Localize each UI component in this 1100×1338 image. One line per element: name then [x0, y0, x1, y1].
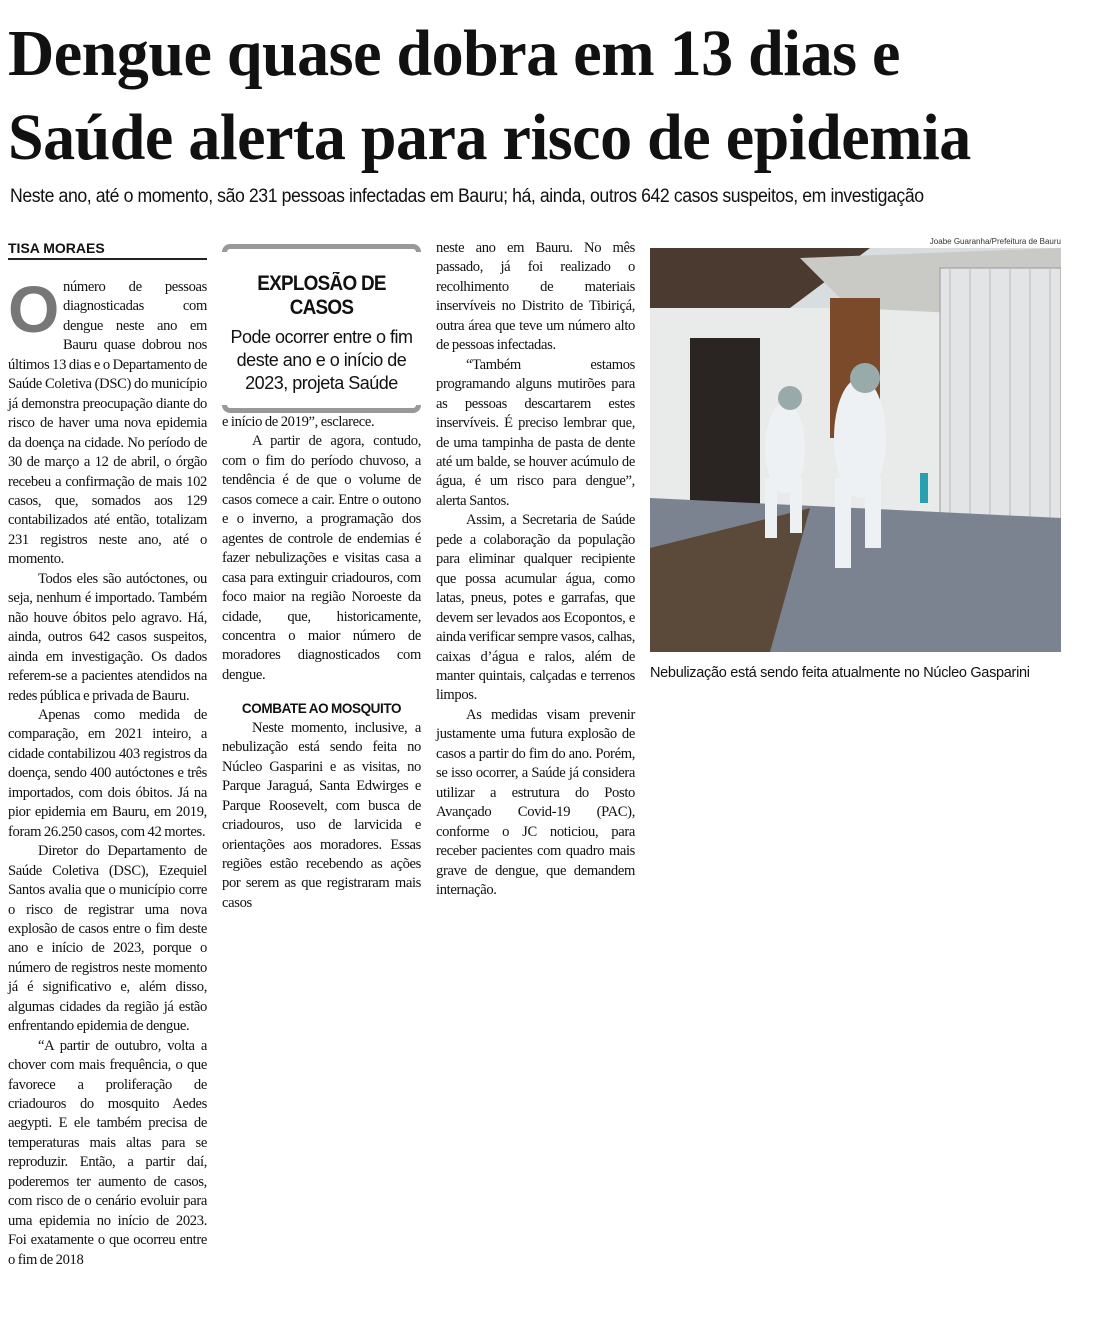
box-border-top — [222, 244, 421, 252]
paragraph: Todos eles são autóctones, ou seja, nenhum é importado. Também não houve óbitos pelo agravo. Há, ainda, outros 642 casos suspeitos, ainda em investigação. Os dados referem-se a pacientes atendidos na redes pública e privada de Bauru. — [8, 570, 207, 704]
box-border-bottom — [222, 405, 421, 413]
article-column-3 — [436, 239, 635, 900]
subtitle: Neste ano, até o momento, são 231 pessoas infectadas em Bauru; há, ainda, outros 642 casos suspeitos, em investigação — [10, 186, 924, 207]
paragraph: Diretor do Departamento de Saúde Coletiva (DSC), Ezequiel Santos avalia que o município corre o risco de registrar uma nova explosão de casos entre o fim deste ano e início de 2023, porque o número de registros neste momento já é significativo e, além disso, algumas cidades da região já estão enfrentando epidemia de dengue. — [8, 843, 207, 1035]
subheading: COMBATE AO MOSQUITO — [241, 701, 402, 717]
paragraph: Apenas como medida de comparação, em 2021 inteiro, a cidade contabilizou 403 registros da doença, sendo 400 autóctones e três importados, com dois óbitos. Já na pior epidemia em Bauru, em 2019, foram 26.250 casos, com 42 mortes. — [8, 706, 207, 840]
pull-quote-box — [222, 244, 421, 399]
article-column-2 — [222, 413, 421, 913]
paragraph: “A partir de outubro, volta a chover com mais frequência, o que favorece a proliferação de criadouros do mosquito Aedes aegypti. E ele também precisa de temperaturas mais altas para se reproduzir. Então, a partir daí, poderemos ter aumento de casos, com risco de o cenário evoluir para uma epidemia no início de 2023. Foi exatamente o que ocorreu entre o fim de 2018 — [8, 1037, 207, 1268]
paragraph: Assim, a Secretaria de Saúde pede a colaboração da população para eliminar qualquer recipiente que possa acumular água, como latas, pneus, potes e garrafas, que devem ser levados aos Ecopontos, e ainda verificar sempre vasos, calhas, caixas d’água e ralos, além de manter quintais, calçadas e terrenos limpos. — [436, 512, 635, 704]
photo-illustration — [650, 248, 1061, 652]
headline: Dengue quase dobra em 13 dias e Saúde alerta para risco de epidemia — [8, 17, 971, 174]
paragraph: neste ano em Bauru. No mês passado, já foi realizado o recolhimento de materiais inservíveis no Distrito de Tibiriçá, outra área que teve um número alto de pessoas infectadas. — [436, 240, 635, 354]
photo-caption: Nebulização está sendo feita atualmente no Núcleo Gasparini — [650, 665, 1030, 681]
paragraph: A partir de agora, contudo, com o fim do período chuvoso, a tendência é de que o volume de casos comece a cair. Entre o outono e o inverno, a programação dos agentes de controle de endemias é fazer nebulizações e visitas casa a casa para extinguir criadouros, com foco maior na região Noroeste da cidade, que, historicamente, concentra o maior número de moradores diagnosticados com dengue. — [222, 433, 421, 683]
paragraph: Onúmero de pessoas diagnosticadas com dengue neste ano em Bauru quase dobrou nos últimos 13 dias e o Departamento de Saúde Coletiva (DSC) do município já demonstra preocupação diante do risco de haver uma nova epidemia da doença na cidade. No período de 30 de março a 12 de abril, o órgão recebeu a confirmação de mais 102 casos, que, somados aos 129 contabilizados até então, totalizam 231 registros neste ano, até o momento. — [8, 272, 207, 568]
drop-cap: O — [8, 272, 59, 346]
article-column-1 — [8, 272, 207, 1270]
paragraph: Neste momento, inclusive, a nebulização está sendo feita no Núcleo Gasparini e as visitas, no Parque Jaraguá, Santa Edwirges e Parque Roosevelt, com busca de criadouros, uso de larvicida e orientações aos moradores. Essas regiões estão recebendo as ações por serem as que registraram mais casos — [222, 719, 421, 911]
paragraph: “Também estamos programando alguns mutirões para as pessoas descartarem estes inservíveis. É preciso lembrar que, de uma tampinha de pasta de dente até um balde, se houver acúmulo de água, é um risco para dengue”, alerta Santos. — [436, 356, 635, 509]
paragraph: e início de 2019”, esclarece. — [222, 414, 375, 430]
photo-credit: Joabe Guaranha/Prefeitura de Bauru — [929, 237, 1061, 246]
box-deck: Pode ocorrer entre o fim deste ano e o início de 2023, projeta Saúde — [230, 327, 413, 393]
news-photo — [650, 248, 1061, 652]
box-title: EXPLOSÃO DE CASOS — [257, 272, 386, 319]
paragraph: As medidas visam prevenir justamente uma futura explosão de casos a partir do fim do ano. Porém, se isso ocorrer, a Saúde já considera utilizar a estrutura do Posto Avançado Covid-19 (PAC), conforme o JC noticiou, para receber pacientes com quadro mais grave de dengue, que demandem internação. — [436, 706, 635, 898]
byline: TISA MORAES — [8, 240, 207, 260]
